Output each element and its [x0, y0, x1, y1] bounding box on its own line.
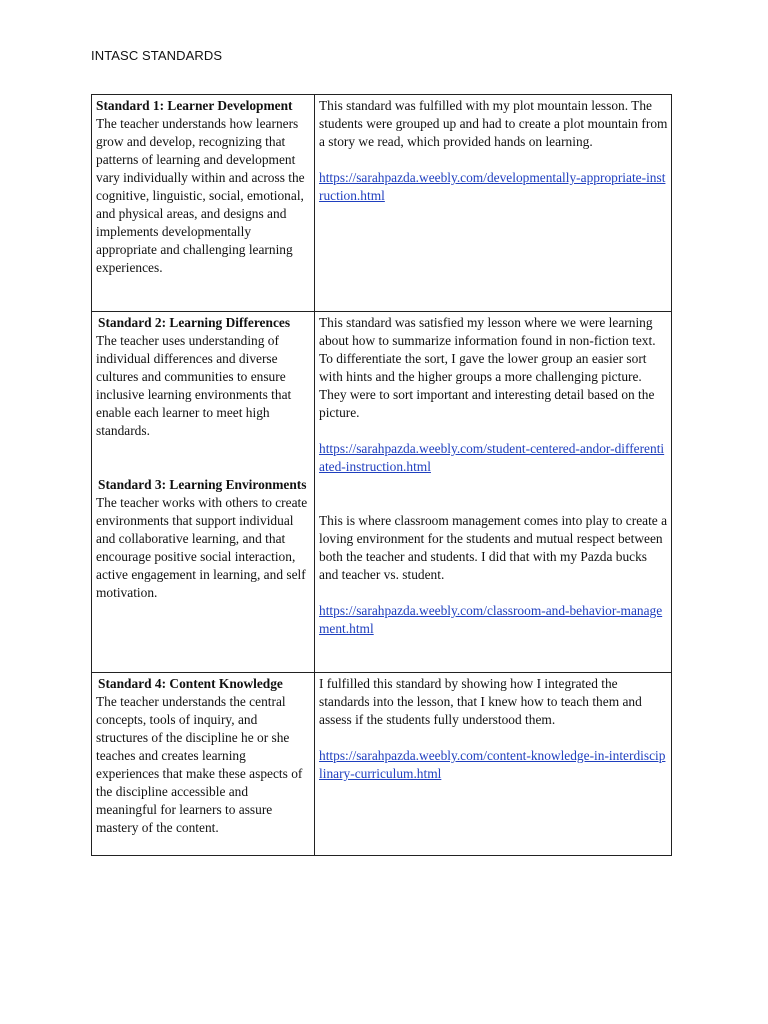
- table-row: [92, 673, 672, 856]
- evidence-text: This is where classroom management comes into play to create a loving environment for the students and mutual respect between both the teacher and students. I did that with my Pazda bucks and teacher vs. student.: [319, 513, 668, 582]
- table-row: [92, 312, 672, 673]
- spacer: [319, 476, 669, 512]
- standard-cell: [92, 673, 315, 856]
- standard-description: The teacher uses understanding of individual differences and diverse cultures and communities to ensure inclusive learning environments that enable each learner to meet high standards.: [96, 333, 292, 438]
- evidence-link[interactable]: https://sarahpazda.weebly.com/content-knowledge-in-interdisciplinary-curriculum.html: [319, 748, 666, 781]
- standard-description: The teacher understands the central concepts, tools of inquiry, and structures of the discipline he or she teaches and creates learning experiences that make these aspects of the discipline accessible and meaningful for learners to assure mastery of the content.: [96, 694, 303, 835]
- standard-title: Standard 2: Learning Differences: [98, 315, 291, 330]
- standard-cell: [92, 95, 315, 312]
- standard-cell: [92, 312, 315, 673]
- standard-title: Standard 3: Learning Environments: [98, 477, 307, 492]
- evidence-text: This standard was satisfied my lesson where we were learning about how to summarize information found in non-fiction text. To differentiate the sort, I gave the lower group an easier sort with hints and the higher groups a more challenging picture. They were to sort important and interesting detail based on the picture.: [319, 315, 656, 420]
- evidence-cell: [315, 673, 672, 856]
- standard-title: Standard 1: Learner Development: [96, 98, 293, 113]
- table-row: [92, 95, 672, 312]
- evidence-text: This standard was fulfilled with my plot mountain lesson. The students were grouped up and had to create a plot mountain from a story we read, which provided hands on learning.: [319, 98, 668, 149]
- evidence-link[interactable]: https://sarahpazda.weebly.com/classroom-and-behavior-management.html: [319, 603, 663, 636]
- standard-title: Standard 4: Content Knowledge: [98, 676, 283, 691]
- standard-description: The teacher understands how learners grow and develop, recognizing that patterns of learning and development vary individually within and across the cognitive, linguistic, social, emotional, and physical areas, and designs and implements developmentally appropriate and challenging learning experiences.: [96, 116, 305, 275]
- evidence-cell: [315, 312, 672, 673]
- evidence-link[interactable]: https://sarahpazda.weebly.com/developmentally-appropriate-instruction.html: [319, 170, 666, 203]
- evidence-link[interactable]: https://sarahpazda.weebly.com/student-centered-andor-differentiated-instruction.html: [319, 441, 665, 474]
- page-title: INTASC STANDARDS: [91, 48, 223, 63]
- spacer: [96, 440, 311, 476]
- evidence-text: I fulfilled this standard by showing how I integrated the standards into the lesson, that I knew how to teach them and assess if the students fully understood them.: [319, 676, 642, 727]
- standard-description: The teacher works with others to create environments that support individual and collaborative learning, and that encourage positive social interaction, active engagement in learning, and self motivation.: [96, 495, 308, 600]
- evidence-cell: [315, 95, 672, 312]
- standards-table: [91, 94, 672, 856]
